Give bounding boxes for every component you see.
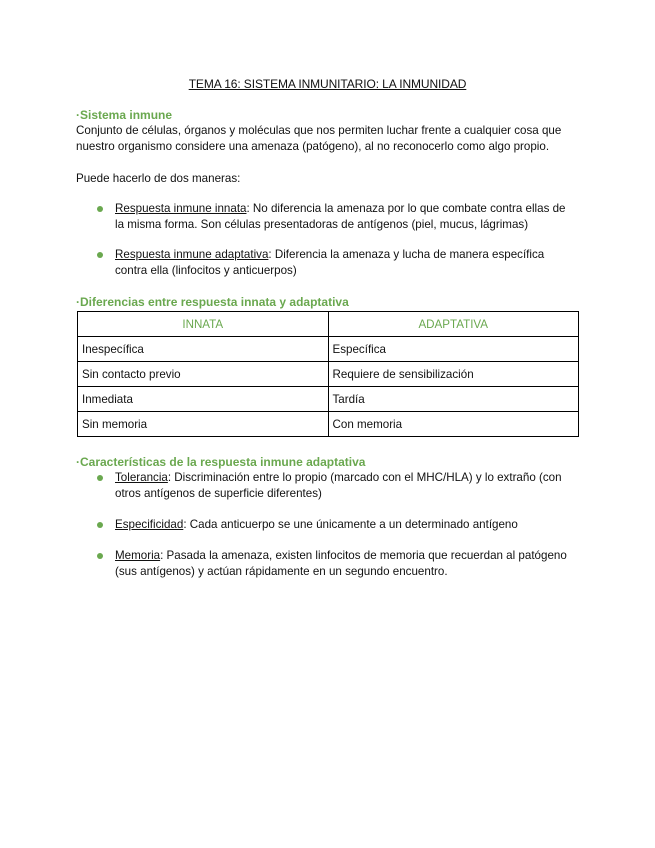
column-header-innata: INNATA — [78, 312, 329, 337]
term-adaptive-response: Respuesta inmune adaptativa — [115, 248, 269, 261]
term-especificidad: Especificidad — [115, 518, 184, 531]
list-item — [76, 201, 576, 233]
table-cell: Tardía — [328, 387, 579, 412]
section-heading-diferencias: ·Diferencias entre respuesta innata y adaptativa — [76, 295, 349, 309]
table-cell: Requiere de sensibilización — [328, 362, 579, 387]
table-cell: Inmediata — [78, 387, 329, 412]
list-item — [76, 517, 576, 533]
list-item-text: : Diferencia la amenaza y lucha de manera específica contra ella (linfocitos y anticuerpos) — [115, 248, 545, 277]
table-row — [78, 387, 579, 412]
table-cell: Sin contacto previo — [78, 362, 329, 387]
column-header-adaptativa: ADAPTATIVA — [328, 312, 579, 337]
characteristics-list — [76, 470, 576, 580]
bullet-icon — [97, 522, 103, 528]
table-row — [78, 337, 579, 362]
table-cell: Sin memoria — [78, 412, 329, 437]
term-tolerancia: Tolerancia — [115, 471, 168, 484]
bullet-icon — [97, 206, 103, 212]
table-cell: Con memoria — [328, 412, 579, 437]
list-item — [76, 548, 576, 580]
list-item-text: : Cada anticuerpo se une únicamente a un determinado antígeno — [183, 518, 518, 531]
term-memoria: Memoria — [115, 549, 161, 562]
list-item-text: : Pasada la amenaza, existen linfocitos de memoria que recuerdan al patógeno (sus antígenos) y actúan rápidamente en un segundo encuentro. — [115, 549, 567, 578]
table-cell: Inespecífica — [78, 337, 329, 362]
list-item-text: : Discriminación entre lo propio (marcado con el MHC/HLA) y lo extraño (con otros antígenos de superficie diferentes) — [115, 471, 562, 500]
bullet-icon — [97, 553, 103, 559]
table-header-row — [78, 312, 579, 337]
comparison-table — [77, 311, 579, 437]
response-types-list — [76, 201, 576, 279]
term-innate-response: Respuesta inmune innata — [115, 202, 247, 215]
intro-paragraph: Puede hacerlo de dos maneras: — [76, 172, 241, 185]
table-cell: Específica — [328, 337, 579, 362]
list-item — [76, 247, 576, 279]
section-heading-sistema-inmune: ·Sistema inmune — [76, 108, 173, 122]
document-title: TEMA 16: SISTEMA INMUNITARIO: LA INMUNIDAD — [188, 77, 467, 91]
list-item — [76, 470, 576, 502]
section-heading-caracteristicas: ·Características de la respuesta inmune adaptativa — [76, 455, 366, 469]
definition-paragraph: Conjunto de células, órganos y moléculas que nos permiten luchar frente a cualquier cosa que nuestro organismo considere una amenaza (patógeno), al no reconocerlo como algo propio. — [76, 124, 562, 153]
bullet-icon — [97, 475, 103, 481]
table-row — [78, 412, 579, 437]
table-row — [78, 362, 579, 387]
bullet-icon — [97, 252, 103, 258]
list-item-text: : No diferencia la amenaza por lo que combate contra ellas de la misma forma. Son células presentadoras de antígenos (piel, mucus, lágrimas) — [115, 202, 566, 231]
